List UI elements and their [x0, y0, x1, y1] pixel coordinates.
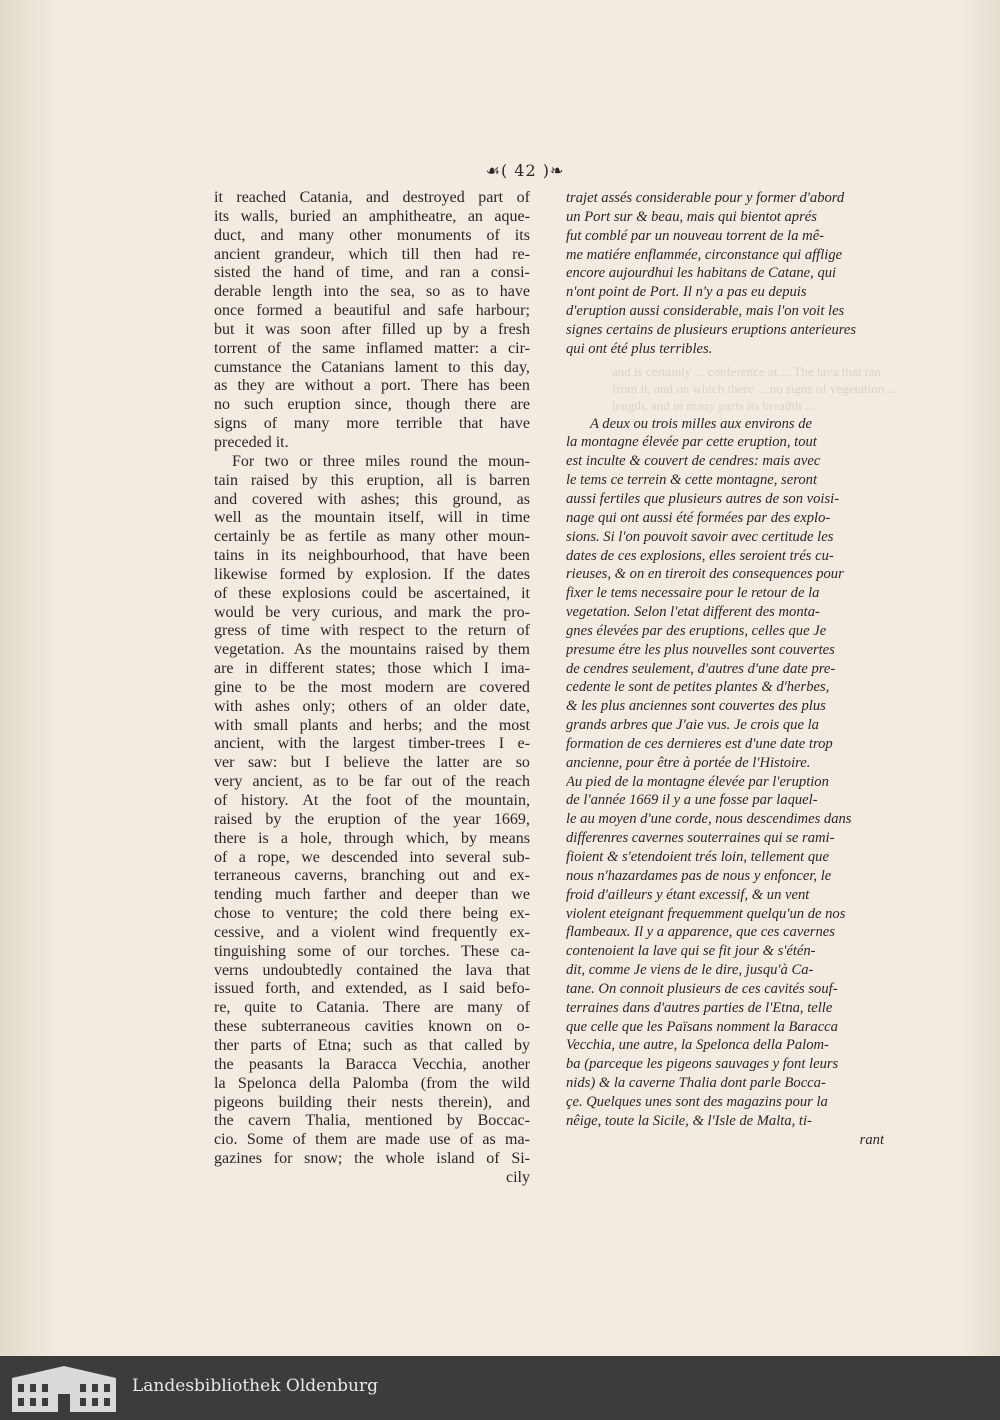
text-line: ancient grandeur, which till then had re- [214, 245, 530, 263]
text-line: preceded it. [214, 433, 289, 451]
text-line: of these explosions could be ascertained, it [214, 584, 530, 602]
text-line: no such eruption since, though there are [214, 396, 530, 414]
library-footer-bar [0, 1356, 1000, 1420]
text-line: froid d'ailleurs y étant excessif, & un vent [566, 886, 810, 903]
text-line: cedente le sont de petites plantes & d'herbes, [566, 679, 830, 696]
text-line: fixer le tems necessaire pour le retour de la [566, 585, 820, 602]
text-line: rieuses, & on en tireroit des consequences pour [566, 566, 844, 583]
text-line: but it was soon after filled up by a fresh [214, 320, 530, 338]
text-line: it reached Catania, and destroyed part of [214, 189, 530, 206]
text-line: verns undoubtedly contained the lava that [214, 961, 530, 979]
text-line: le tems ce terrein & cette montagne, seront [566, 472, 817, 489]
text-line: tane. On connoit plusieurs de ces cavités souf- [566, 980, 838, 997]
paragraph-gap [566, 359, 884, 415]
text-line: pigeons building their nests therein), and [214, 1093, 530, 1111]
text-line: are in different states; those which I ima- [214, 660, 530, 678]
text-line: signes certains de plusieurs eruptions anterieures [566, 321, 857, 338]
text-line: vegetation. As the mountains raised by them [214, 641, 530, 659]
text-line: d'eruption aussi considerable, mais l'on voit les [566, 303, 845, 320]
text-line: terraines dans d'autres parties de l'Etna, telle [566, 999, 833, 1016]
text-line: ba (parceque les pigeons sauvages y font leurs [566, 1056, 839, 1073]
text-line: For two or three miles round the moun- [232, 452, 530, 470]
text-line: nage qui ont aussi été formées par des explo- [566, 509, 831, 526]
french-text-column [566, 189, 884, 1150]
text-line: gazines for snow; the whole island of Si- [214, 1150, 530, 1168]
text-line: very ancient, as to be far out of the reach [214, 773, 530, 791]
text-line: nous n'hazardames pas de nous y enfoncer, le [566, 867, 832, 884]
text-line: these subterraneous cavities known on o- [214, 1018, 530, 1036]
text-line: sions. Si l'on pouvoit savoir avec certitude les [566, 528, 834, 545]
text-line: re, quite to Catania. There are many of [214, 999, 530, 1017]
text-line: & les plus anciennes sont couvertes des plus [566, 698, 826, 715]
text-line: dates de ces explosions, elles seroient trés cu- [566, 547, 834, 564]
text-line: duct, and many other monuments of its [214, 226, 530, 244]
text-line: aussi fertiles que plusieurs autres de son voisi- [566, 490, 840, 507]
page-edge-shadow-left [0, 0, 60, 1356]
text-line: derable length into the sea, so as to have [214, 283, 530, 301]
text-line: torrent of the same inflamed matter: a cir- [214, 339, 530, 357]
text-line: the cavern Thalia, mentioned by Boccac- [214, 1112, 530, 1130]
show-through-text: and is certainly ... conference at ... The lava that ran from it, and on which there ... no signs of vegetation ... length, and in many parts its breadth ... [612, 364, 898, 413]
text-line: violent eteignant frequemment quelqu'un de nos [566, 905, 846, 922]
text-line: encore aujourdhui les habitans de Catane, qui [566, 265, 837, 282]
text-line: cumstance the Catanians lament to this day, [214, 358, 530, 376]
text-line: çe. Quelques unes sont des magazins pour la [566, 1093, 828, 1110]
text-line: ther parts of Etna; such as that called by [214, 1036, 530, 1054]
text-line: chose to venture; the cold there being ex- [214, 905, 530, 923]
text-line: gnes élevées par des eruptions, celles que Je [566, 622, 827, 639]
text-line: de l'année 1669 il y a une fosse par laquel- [566, 792, 818, 809]
text-line: contenoient la lave qui se fit jour & s'étén- [566, 943, 816, 960]
text-line: likewise formed by explosion. If the dates [214, 565, 530, 583]
text-line: ancienne, pour être à portée de l'Histoire. [566, 754, 811, 771]
text-line: cio. Some of them are made use of as ma- [214, 1131, 530, 1149]
text-line: as they are without a port. There has been [214, 377, 530, 395]
text-line: issued forth, and extended, as I said befo- [214, 980, 530, 998]
text-line: gress of time with respect to the return of [214, 622, 530, 640]
text-line: fut comblé par un nouveau torrent de la mê- [566, 227, 825, 244]
text-line: nids) & la caverne Thalia dont parle Bocca- [566, 1075, 826, 1092]
text-line: vegetation. Selon l'etat different des monta- [566, 604, 820, 621]
text-line: un Port sur & beau, mais qui bientot aprés [566, 208, 817, 225]
library-name: Landesbibliothek Oldenburg [132, 1376, 379, 1396]
text-line: formation de ces dernieres est d'une date trop [566, 735, 833, 752]
text-line: differenres cavernes souterraines qui se rami- [566, 830, 835, 847]
text-line: fioient & s'etendoient trés loin, tellement que [566, 849, 829, 865]
text-line: with ashes only; others of an older date, [214, 697, 530, 715]
text-line: once formed a beautiful and safe harbour; [214, 302, 530, 320]
text-line: n'ont point de Port. Il n'y a pas eu depuis [566, 284, 807, 301]
text-line: de cendres seulement, d'autres d'une date pre- [566, 660, 836, 677]
text-line: rant [859, 1131, 884, 1148]
english-text-column [214, 189, 530, 1188]
library-building-logo [8, 1364, 120, 1414]
text-line: trajet assés considerable pour y former d'abord [566, 190, 845, 206]
text-line: cessive, and a violent wind frequently ex- [214, 923, 530, 941]
text-line: well as the mountain itself, will in time [214, 509, 530, 527]
text-line: there is a hole, through which, by means [214, 829, 530, 847]
page-number: ☙( 42 )❧ [485, 161, 565, 180]
text-line: and covered with ashes; this ground, as [214, 490, 530, 508]
text-line: certainly be as fertile as many other moun- [214, 528, 530, 546]
text-line: its walls, buried an amphitheatre, an aque- [214, 207, 530, 225]
text-line: terraneous caverns, branching out and ex- [214, 867, 530, 885]
text-line: est inculte & couvert de cendres: mais avec [566, 453, 821, 470]
text-line: tain raised by this eruption, all is barren [214, 471, 530, 489]
text-line: grands arbres que J'aie vus. Je crois que la [566, 717, 819, 734]
text-line: signs of many more terrible that have [214, 415, 530, 433]
text-line: ver saw: but I believe the latter are so [214, 754, 530, 772]
text-line: ancient, with the largest timber-trees I e- [214, 735, 530, 753]
text-line: me matiére enflammée, circonstance qui afflige [566, 246, 843, 263]
text-line: gine to be the most modern are covered [214, 678, 530, 696]
text-line: la Spelonca della Palomba (from the wild [214, 1074, 530, 1092]
text-line: qui ont été plus terribles. [566, 340, 713, 357]
text-line: the peasants la Baracca Vecchia, another [214, 1055, 530, 1073]
text-line: dit, comme Je viens de le dire, jusqu'à Ca- [566, 962, 814, 979]
text-line: la montagne élevée par cette eruption, tout [566, 434, 817, 451]
text-line: tending much farther and deeper than we [214, 886, 530, 904]
text-line: Vecchia, une autre, la Spelonca della Palom- [566, 1037, 829, 1054]
text-line: nêige, toute la Sicile, & l'Isle de Malta, ti- [566, 1112, 812, 1129]
text-line: A deux ou trois milles aux environs de [590, 415, 812, 432]
text-line: of history. At the foot of the mountain, [214, 792, 530, 809]
text-line: of a rope, we descended into several sub- [214, 848, 530, 866]
text-line: presume étre les plus nouvelles sont couvertes [566, 641, 835, 658]
page-edge-shadow-right [960, 0, 1000, 1356]
text-line: would be very curious, and mark the pro- [214, 603, 530, 621]
text-line: Au pied de la montagne élevée par l'eruption [566, 773, 829, 790]
text-line: que celle que les Païsans nomment la Baracca [566, 1018, 838, 1035]
text-line: tinguishing some of our torches. These ca- [214, 942, 530, 960]
text-line: sisted the hand of time, and ran a consi- [214, 264, 530, 282]
text-line: le au moyen d'une corde, nous descendimes dans [566, 811, 852, 828]
text-line: tains in its neighbourhood, that have been [214, 547, 530, 565]
text-line: with small plants and herbs; and the most [214, 716, 530, 734]
text-line: cily [506, 1168, 530, 1186]
text-line: raised by the eruption of the year 1669, [214, 810, 530, 828]
text-line: flambeaux. Il y a apparence, que ces cavernes [566, 924, 835, 941]
